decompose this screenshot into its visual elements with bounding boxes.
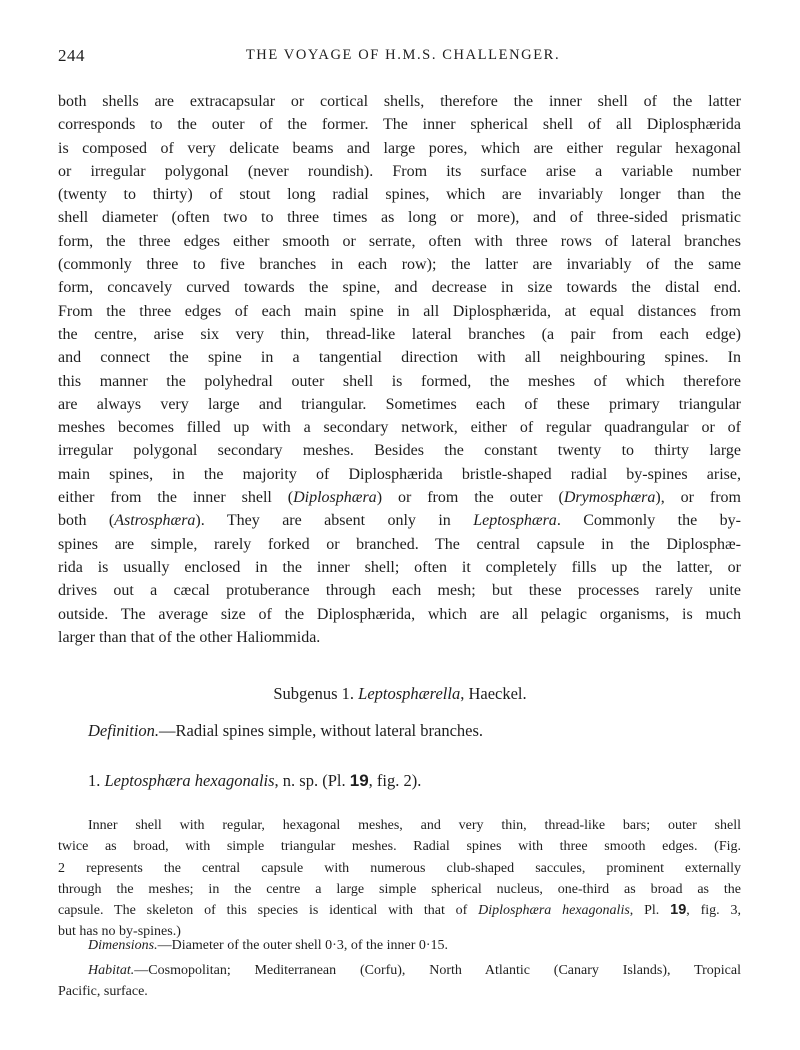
genus-name: Diplosphæra xyxy=(293,489,377,507)
subgenus-name: Leptosphærella xyxy=(358,684,461,703)
body-paragraph xyxy=(58,90,741,649)
body-line: form, concavely curved towards the spine, and decrease in size towards the distal end. xyxy=(58,279,741,297)
body-text-run: both ( xyxy=(58,512,115,530)
page-header xyxy=(58,46,748,70)
body-line: spines are simple, rarely forked or branched. The central capsule in the Diplosphæ- xyxy=(58,535,741,553)
body-text-run: either from the inner shell ( xyxy=(58,489,294,507)
body-line: rida is usually enclosed in the inner shell; often it completely fills up the latter, or xyxy=(58,558,741,576)
definition-label: Definition. xyxy=(88,721,160,740)
body-line: main spines, in the majority of Diplosphærida bristle-shaped radial by-spines arise, xyxy=(58,465,741,483)
body-line: this manner the polyhedral outer shell is formed, the meshes of which therefore xyxy=(58,372,741,390)
species-figure: , fig. 2). xyxy=(368,771,422,790)
dimensions xyxy=(88,938,448,954)
reference-plate-prefix: , Pl. xyxy=(629,903,671,919)
habitat-label: Habitat. xyxy=(88,963,135,978)
habitat-line xyxy=(58,960,741,981)
species-description xyxy=(58,815,741,943)
body-text-run: ), or from xyxy=(655,489,741,507)
running-head: THE VOYAGE OF H.M.S. CHALLENGER. xyxy=(245,47,561,63)
description-line: twice as broad, with simple triangular meshes. Radial spines with three smooth edges. (Fig. xyxy=(58,839,741,855)
body-line xyxy=(58,509,741,532)
body-line: drives out a cæcal protuberance through each mesh; but these processes rarely unite xyxy=(58,582,741,600)
body-text-run: . Commonly the by- xyxy=(556,512,741,530)
habitat-line: Pacific, surface. xyxy=(58,984,148,1000)
body-line: are always very large and triangular. Sometimes each of these primary triangular xyxy=(58,395,741,413)
reference-figure: , fig. 3, xyxy=(686,903,741,919)
subgenus-prefix: Subgenus 1. xyxy=(273,684,359,703)
habitat xyxy=(58,960,741,1003)
description-line: 2 represents the central capsule with numerous club-shaped saccules, prominent externally xyxy=(58,860,741,876)
body-line: shell diameter (often two to three times as long or more), and of three-sided prismatic xyxy=(58,209,741,227)
definition xyxy=(88,721,483,741)
body-line: the centre, arise six very thin, thread-like lateral branches (a pair from each edge) xyxy=(58,325,741,343)
genus-name: Astrosphæra xyxy=(114,512,196,530)
plate-number: 19 xyxy=(349,771,369,790)
definition-text: —Radial spines simple, without lateral branches. xyxy=(159,721,484,740)
species-number: 1. xyxy=(88,771,105,790)
description-line: but has no by-spines.) xyxy=(58,924,181,940)
dimensions-text: —Diameter of the outer shell 0·3, of the inner 0·15. xyxy=(157,938,449,953)
body-line: or irregular polygonal (never roundish). From its surface arise a variable number xyxy=(58,162,741,180)
body-line: and connect the spine in a tangential direction with all neighbouring spines. In xyxy=(58,349,741,367)
species-name: Leptosphæra hexagonalis xyxy=(104,771,275,790)
description-line: Inner shell with regular, hexagonal meshes, and very thin, thread-like bars; outer shell xyxy=(88,818,741,833)
body-line: corresponds to the outer of the former. The inner spherical shell of all Diplosphærida xyxy=(58,116,741,134)
body-line: outside. The average size of the Diplosphærida, which are all pelagic organisms, is much xyxy=(58,605,741,623)
reference-plate-number: 19 xyxy=(670,902,687,919)
habitat-text: —Cosmopolitan; Mediterranean (Corfu), North Atlantic (Canary Islands), Tropical xyxy=(134,963,741,978)
body-line: (commonly three to five branches in each row); the latter are invariably of the same xyxy=(58,256,741,274)
body-line: meshes becomes filled up with a secondary network, either of regular quadrangular or of xyxy=(58,419,741,437)
body-line: is composed of very delicate beams and large pores, which are either regular hexagonal xyxy=(58,139,741,157)
body-line: larger than that of the other Haliommida. xyxy=(58,628,321,646)
description-line: through the meshes; in the centre a large simple spherical nucleus, one-third as broad as the xyxy=(58,881,741,897)
body-line: both shells are extracapsular or cortical shells, therefore the inner shell of the latter xyxy=(58,93,741,110)
body-line: From the three edges of each main spine in all Diplosphærida, at equal distances from xyxy=(58,302,741,320)
subgenus-suffix: , Haeckel. xyxy=(460,684,527,703)
body-line: irregular polygonal secondary meshes. Besides the constant twenty to thirty large xyxy=(58,442,741,460)
body-line: form, the three edges either smooth or serrate, often with three rows of lateral branches xyxy=(58,232,741,250)
subgenus-heading xyxy=(0,684,800,704)
body-line: (twenty to thirty) of stout long radial spines, which are invariably longer than the xyxy=(58,186,741,204)
page-number: 244 xyxy=(58,46,85,65)
species-heading xyxy=(88,771,421,791)
reference-species: Diplosphæra hexagonalis xyxy=(478,903,630,919)
body-text-run: ) or from the outer ( xyxy=(376,489,564,507)
genus-name: Leptosphæra xyxy=(473,512,557,530)
description-line xyxy=(58,900,741,921)
body-line xyxy=(58,486,741,509)
body-text-run: ). They are absent only in xyxy=(195,512,474,530)
genus-name: Drymosphæra xyxy=(563,489,656,507)
description-text-run: capsule. The skeleton of this species is identical with that of xyxy=(58,903,479,919)
species-author: , n. sp. (Pl. xyxy=(274,771,350,790)
dimensions-label: Dimensions. xyxy=(88,938,158,953)
